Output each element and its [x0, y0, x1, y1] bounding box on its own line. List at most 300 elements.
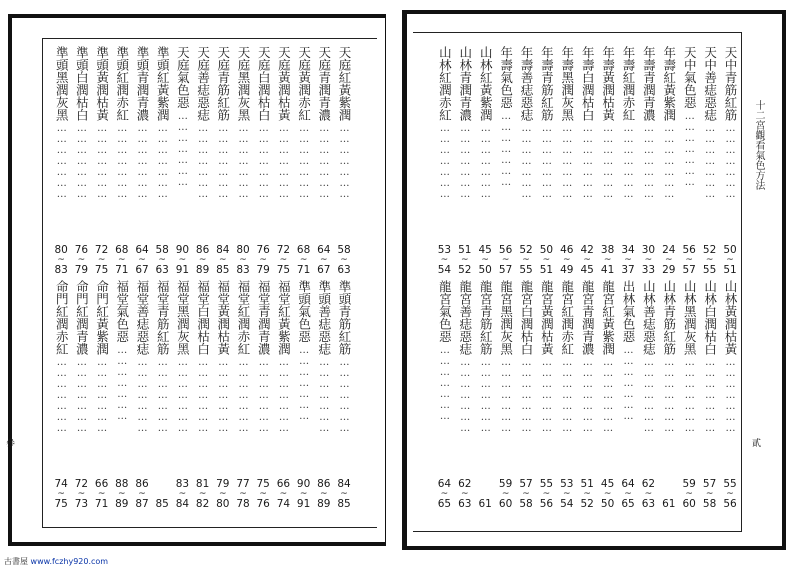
range-tilde: ~ — [461, 489, 469, 499]
page-to: 58 — [519, 498, 533, 510]
entry-title: 山林黃潤枯黃 — [723, 280, 738, 355]
leader-dots: ………………… — [116, 344, 128, 422]
leader-dots: ………………… — [217, 357, 229, 434]
page-from: 61 — [478, 498, 492, 510]
page-from: 76 — [74, 244, 89, 256]
range-tilde: ~ — [340, 255, 348, 265]
page-to: 65 — [621, 498, 635, 510]
page-from: 79 — [216, 478, 230, 490]
page-to: 63 — [458, 498, 472, 510]
page-range — [337, 478, 350, 510]
page-range — [703, 478, 716, 510]
toc-entry — [476, 280, 494, 510]
entry-title: 準頭青潤青濃 — [135, 46, 150, 121]
page-range — [55, 244, 68, 276]
page-from: 55 — [723, 478, 737, 490]
page-range — [236, 244, 249, 276]
toc-entry — [254, 280, 272, 510]
entry-title: 龍宮氣色惡 — [437, 280, 453, 343]
entry-title: 年壽青潤青濃 — [641, 46, 657, 121]
page-from: 90 — [296, 478, 311, 490]
entry-title: 福堂氣色惡 — [114, 280, 130, 343]
leader-dots: ………………… — [439, 344, 451, 422]
entry-title: 準頭青筋紅筋 — [337, 280, 352, 355]
page-range — [703, 244, 716, 276]
page-to: 63 — [337, 264, 351, 276]
entry-title: 福堂紅黃紫潤 — [276, 280, 292, 355]
toc-entry — [517, 280, 535, 510]
page-range — [216, 244, 229, 276]
leader-dots: ………………… — [76, 357, 88, 434]
entry-title: 山林善痣惡痣 — [641, 280, 657, 355]
page-from: 45 — [600, 478, 615, 490]
toc-entry — [234, 280, 252, 510]
page-range — [499, 478, 512, 510]
range-tilde: ~ — [501, 255, 510, 265]
range-tilde: ~ — [299, 255, 308, 265]
leader-dots: ………………… — [157, 357, 169, 434]
toc-entry — [578, 46, 596, 276]
leader-dots: ………………… — [137, 123, 148, 200]
page-to: 79 — [74, 264, 89, 276]
page-from: 64 — [135, 244, 149, 256]
toc-entry — [599, 46, 617, 276]
range-tilde: ~ — [279, 489, 288, 499]
page-range — [642, 478, 655, 510]
page-range — [135, 478, 148, 510]
range-tilde: ~ — [118, 489, 126, 499]
page-to: 80 — [216, 498, 230, 510]
page-to: 67 — [135, 264, 149, 276]
page-to: 84 — [175, 498, 190, 510]
range-tilde: ~ — [158, 255, 166, 265]
toc-entry — [619, 46, 637, 276]
page-range — [723, 244, 736, 276]
page-from: 77 — [236, 478, 250, 490]
range-tilde: ~ — [624, 489, 632, 499]
page-to: 87 — [135, 498, 149, 510]
toc-entry — [295, 46, 313, 276]
range-tilde: ~ — [178, 255, 187, 265]
page-to: 65 — [437, 498, 452, 510]
page-range — [297, 478, 310, 510]
page-range — [458, 478, 471, 510]
page-range — [723, 478, 736, 510]
range-tilde: ~ — [685, 255, 693, 265]
folio-right: 貳 — [752, 439, 762, 449]
range-tilde: ~ — [563, 489, 571, 499]
page-range — [621, 478, 634, 510]
page-to: 82 — [195, 498, 210, 510]
page-range — [297, 244, 310, 276]
entry-title: 天庭黃潤枯黃 — [276, 46, 292, 121]
page-range — [642, 244, 655, 276]
toc-entry — [599, 280, 617, 510]
leader-dots: ………………… — [339, 357, 350, 434]
toc-entry — [113, 280, 131, 510]
leader-dots: ………………… — [278, 357, 290, 434]
page-from: 72 — [276, 244, 291, 256]
page-range — [683, 478, 696, 510]
page-range — [540, 244, 553, 276]
leader-dots: ………………… — [500, 357, 512, 434]
entry-title: 命門紅黃紫潤 — [94, 280, 110, 355]
page-range — [257, 478, 270, 510]
entry-title: 福堂白潤枯白 — [195, 280, 211, 355]
page-to: 57 — [682, 264, 696, 276]
range-tilde: ~ — [665, 255, 673, 265]
entry-title: 龍宮青筋紅筋 — [478, 280, 494, 355]
page-from: 62 — [458, 478, 472, 490]
toc-entry — [701, 46, 719, 276]
page-from: 66 — [276, 478, 291, 490]
page-from: 42 — [580, 244, 594, 256]
leader-dots: ………………… — [339, 123, 350, 200]
toc-entry — [153, 280, 171, 510]
watermark-site: 古書屋 — [4, 557, 28, 566]
page-to: 85 — [216, 264, 230, 276]
page-to: 71 — [296, 264, 311, 276]
page-to: 73 — [74, 498, 89, 510]
page-range — [479, 498, 492, 510]
page-to: 49 — [560, 264, 574, 276]
leader-dots: ………………… — [582, 357, 594, 434]
entry-title: 福堂善痣惡痣 — [135, 280, 150, 355]
toc-entry — [274, 46, 292, 276]
range-tilde: ~ — [118, 255, 126, 265]
toc-entry — [456, 46, 474, 276]
page-to: 51 — [539, 264, 554, 276]
page-range — [317, 478, 330, 510]
entry-title: 山林青筋紅筋 — [661, 280, 677, 355]
leader-dots: ………………… — [56, 357, 68, 434]
entry-title: 龍宮善痣惡痣 — [457, 280, 473, 355]
entry-title: 年壽白潤枯白 — [580, 46, 596, 121]
toc-entry — [619, 280, 637, 510]
leader-dots: ………………… — [643, 123, 655, 200]
page-from: 72 — [94, 244, 109, 256]
page-from: 66 — [94, 478, 109, 490]
page-to: 41 — [600, 264, 615, 276]
range-tilde: ~ — [340, 489, 348, 499]
page-range — [236, 478, 249, 510]
leader-dots: ………………… — [459, 357, 471, 434]
page-to: 60 — [498, 498, 513, 510]
leader-dots: ………………… — [298, 344, 310, 422]
page-from: 80 — [54, 244, 68, 256]
toc-entry — [93, 46, 111, 276]
range-tilde: ~ — [583, 255, 591, 265]
entry-title: 天庭紅黃紫潤 — [337, 46, 352, 121]
leader-dots: ………………… — [157, 123, 169, 200]
toc-entry — [537, 46, 555, 276]
page-range — [581, 244, 594, 276]
toc-entry — [295, 280, 313, 510]
entry-title: 年壽氣色惡 — [498, 46, 514, 109]
toc-entry — [660, 280, 678, 510]
page-range — [216, 478, 229, 510]
entry-title: 天中善痣惡痣 — [702, 46, 718, 121]
leader-dots: ………………… — [137, 357, 148, 434]
page-from: 58 — [155, 244, 169, 256]
entry-title: 福堂黃潤枯黃 — [215, 280, 231, 355]
toc-entry — [639, 280, 657, 510]
page-to: 89 — [195, 264, 210, 276]
toc-entry — [335, 280, 353, 510]
page-to: 71 — [94, 498, 109, 510]
range-tilde: ~ — [481, 255, 489, 265]
leader-dots: ………………… — [500, 110, 512, 188]
page-range — [337, 244, 350, 276]
page-range — [438, 478, 451, 510]
page-from: 88 — [115, 478, 129, 490]
page-range — [540, 478, 553, 510]
toc-entry — [72, 280, 90, 510]
page-from: 59 — [498, 478, 513, 490]
page-from: 72 — [74, 478, 89, 490]
page-range — [277, 478, 290, 510]
leader-dots: ………………… — [459, 123, 471, 200]
page-from: 86 — [317, 478, 331, 490]
range-tilde: ~ — [239, 255, 247, 265]
page-to: 85 — [337, 498, 351, 510]
leader-dots: ………………… — [725, 357, 736, 434]
toc-entry — [721, 46, 739, 276]
page-from: 30 — [641, 244, 656, 256]
page-to: 76 — [256, 498, 270, 510]
page-range — [438, 244, 451, 276]
range-tilde: ~ — [219, 255, 227, 265]
leader-dots: ………………… — [258, 357, 270, 434]
leader-dots: ………………… — [623, 123, 634, 200]
range-tilde: ~ — [440, 489, 449, 499]
toc-entry — [315, 46, 333, 276]
leader-dots: ………………… — [725, 123, 736, 200]
entry-title: 龍宮紅潤赤紅 — [559, 280, 575, 355]
range-tilde: ~ — [259, 489, 267, 499]
page-from: 56 — [498, 244, 513, 256]
leader-dots: ………………… — [663, 357, 675, 434]
page-from: 53 — [560, 478, 574, 490]
toc-entry — [133, 280, 151, 510]
page-range — [499, 244, 512, 276]
leader-dots: ………………… — [704, 357, 716, 434]
page-range — [115, 244, 128, 276]
entry-title: 天中氣色惡 — [682, 46, 698, 109]
toc-entry — [537, 280, 555, 510]
range-tilde: ~ — [644, 489, 653, 499]
page-range — [317, 244, 330, 276]
entry-title: 準頭氣色惡 — [296, 280, 312, 343]
page-range — [95, 244, 108, 276]
toc-entry — [52, 46, 70, 276]
page-range — [156, 498, 169, 510]
leader-dots: ………………… — [561, 357, 573, 434]
entry-title: 準頭紅潤赤紅 — [114, 46, 130, 121]
entry-title: 龍宮黃潤枯黃 — [539, 280, 555, 355]
range-tilde: ~ — [501, 489, 510, 499]
toc-entry — [153, 46, 171, 276]
page-to: 74 — [276, 498, 291, 510]
leader-dots: ………………… — [541, 123, 553, 200]
page-from: 81 — [195, 478, 210, 490]
page-from: 45 — [478, 244, 492, 256]
range-tilde: ~ — [198, 489, 207, 499]
range-tilde: ~ — [603, 489, 612, 499]
leader-dots: ………………… — [318, 123, 330, 200]
entry-title: 年壽紅潤赤紅 — [621, 46, 636, 121]
toc-entry — [274, 280, 292, 510]
page-from: 86 — [135, 478, 149, 490]
page-from: 51 — [580, 478, 594, 490]
page-range — [196, 244, 209, 276]
range-tilde: ~ — [461, 255, 469, 265]
range-tilde: ~ — [726, 489, 734, 499]
page-to: 51 — [723, 264, 737, 276]
page-range — [156, 244, 169, 276]
toc-entry — [315, 280, 333, 510]
page-range — [601, 478, 614, 510]
leader-dots: ………………… — [561, 123, 573, 200]
entry-title: 福堂黑潤灰黑 — [175, 280, 191, 355]
page-range — [277, 244, 290, 276]
page-to: 75 — [276, 264, 291, 276]
entry-title: 福堂青潤青濃 — [256, 280, 272, 355]
page-from: 68 — [115, 244, 129, 256]
page-to: 75 — [94, 264, 109, 276]
toc-entry — [680, 46, 698, 276]
page-from: 62 — [641, 478, 656, 490]
entry-title: 年壽黃潤枯黃 — [600, 46, 616, 121]
page-range — [662, 498, 675, 510]
leader-dots: ………………… — [623, 344, 634, 422]
range-tilde: ~ — [542, 255, 551, 265]
toc-entry — [194, 280, 212, 510]
leader-dots: ………………… — [258, 123, 270, 200]
page-range — [581, 478, 594, 510]
page-to: 71 — [115, 264, 129, 276]
folio-left: 參 — [6, 439, 16, 449]
toc-entry — [214, 46, 232, 276]
entry-title: 龍宮白潤枯白 — [519, 280, 534, 355]
leader-dots: ………………… — [56, 123, 68, 200]
toc-entry — [476, 46, 494, 276]
leader-dots: ………………… — [602, 123, 614, 200]
watermark — [4, 556, 108, 567]
page-from: 76 — [256, 244, 270, 256]
page-to: 83 — [54, 264, 68, 276]
page-from: 52 — [519, 244, 533, 256]
leader-dots: ………………… — [684, 357, 696, 434]
page-from: 34 — [621, 244, 635, 256]
page-from: 64 — [621, 478, 635, 490]
leader-dots: ………………… — [197, 357, 209, 434]
range-tilde: ~ — [603, 255, 612, 265]
leader-dots: ………………… — [521, 357, 532, 434]
page-to: 79 — [256, 264, 270, 276]
page-to: 58 — [702, 498, 717, 510]
range-tilde: ~ — [77, 255, 86, 265]
toc-entry — [173, 46, 191, 276]
entry-title: 準頭白潤枯白 — [74, 46, 90, 121]
page-range — [519, 244, 532, 276]
page-to: 56 — [539, 498, 554, 510]
range-tilde: ~ — [644, 255, 653, 265]
leader-dots: ………………… — [217, 123, 229, 200]
leader-dots: ………………… — [197, 123, 209, 200]
entry-title: 天庭氣色惡 — [175, 46, 191, 109]
page-from: 51 — [458, 244, 472, 256]
range-tilde: ~ — [97, 255, 106, 265]
entry-title: 天庭白潤枯白 — [256, 46, 272, 121]
entry-title: 龍宮黑潤灰黑 — [498, 280, 514, 355]
page-to: 45 — [580, 264, 594, 276]
entry-title: 年壽青筋紅筋 — [539, 46, 555, 121]
leader-dots: ………………… — [238, 357, 249, 434]
entry-title: 準頭黑潤灰黑 — [54, 46, 70, 121]
page-to: 55 — [519, 264, 533, 276]
page-from: 68 — [296, 244, 311, 256]
page-range — [519, 478, 532, 510]
page-to: 67 — [317, 264, 331, 276]
leader-dots: ………………… — [521, 123, 532, 200]
toc-entry — [52, 280, 70, 510]
page-from: 46 — [560, 244, 574, 256]
entry-title: 命門紅潤青濃 — [74, 280, 90, 355]
range-tilde: ~ — [542, 489, 551, 499]
range-tilde: ~ — [57, 255, 65, 265]
toc-entry — [173, 280, 191, 510]
leader-dots: ………………… — [278, 123, 290, 200]
entry-title: 福堂青筋紅筋 — [155, 280, 171, 355]
leader-dots: ………………… — [582, 123, 594, 200]
range-tilde: ~ — [563, 255, 571, 265]
page-to: 50 — [478, 264, 492, 276]
leader-dots: ………………… — [663, 123, 675, 200]
toc-entry — [721, 280, 739, 510]
range-tilde: ~ — [726, 255, 734, 265]
entry-title: 準頭黃潤枯黃 — [94, 46, 110, 121]
range-tilde: ~ — [279, 255, 288, 265]
page-to: 29 — [662, 264, 676, 276]
leader-dots: ………………… — [602, 357, 614, 434]
page-to: 89 — [317, 498, 331, 510]
toc-entry — [497, 280, 515, 510]
entry-title: 年壽黑潤灰黑 — [559, 46, 575, 121]
page-range — [176, 478, 189, 510]
page-range — [75, 244, 88, 276]
toc-entry — [335, 46, 353, 276]
range-tilde: ~ — [138, 255, 146, 265]
range-tilde: ~ — [320, 489, 328, 499]
toc-entry — [701, 280, 719, 510]
entry-title: 福堂紅潤赤紅 — [236, 280, 251, 355]
page-range — [560, 478, 573, 510]
page-range — [683, 244, 696, 276]
page-range — [95, 478, 108, 510]
range-tilde: ~ — [299, 489, 308, 499]
toc-entry — [639, 46, 657, 276]
page-range — [560, 244, 573, 276]
range-tilde: ~ — [239, 489, 247, 499]
toc-entry — [234, 46, 252, 276]
page-from: 53 — [437, 244, 452, 256]
toc-entry — [456, 280, 474, 510]
range-tilde: ~ — [440, 255, 449, 265]
entry-title: 年壽善痣惡痣 — [519, 46, 534, 121]
running-head: 十二宮觀看氣色方法 — [753, 100, 764, 190]
page-from: 50 — [539, 244, 554, 256]
